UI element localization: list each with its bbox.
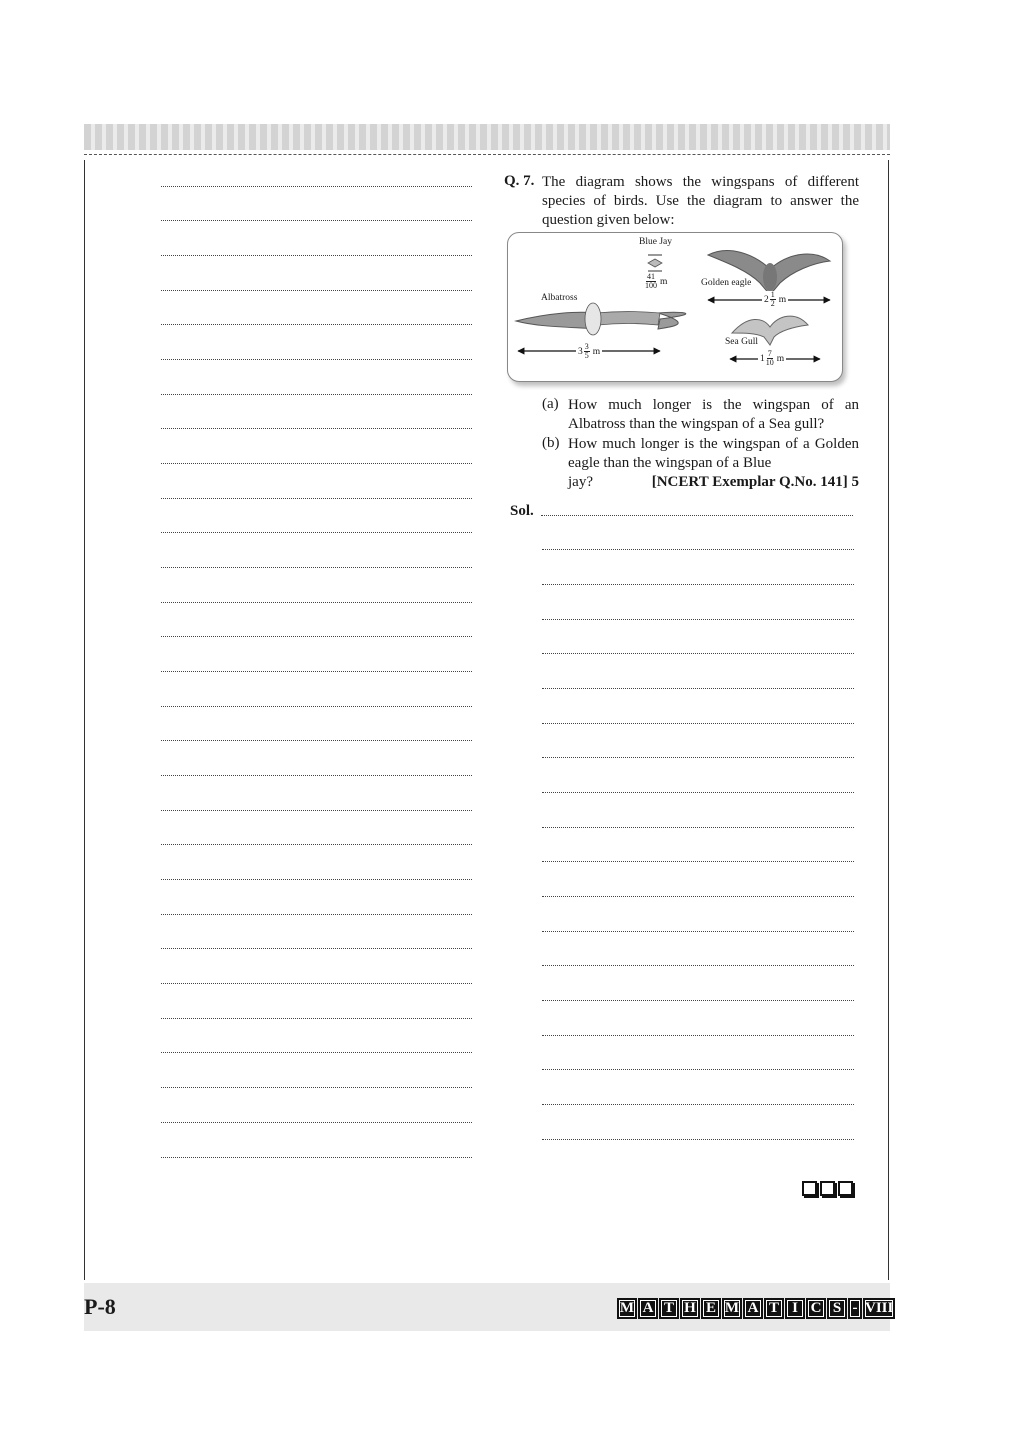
answer-line xyxy=(542,1035,854,1036)
subject-title-letter: A xyxy=(743,1298,763,1319)
albatross-icon xyxy=(516,303,686,335)
fraction-denominator: 5 xyxy=(584,351,589,360)
subquestion-b-label: (b) xyxy=(542,435,560,451)
wingspan-diagram xyxy=(507,232,843,382)
end-box-icon xyxy=(838,1181,853,1196)
answer-line xyxy=(161,983,472,984)
answer-line xyxy=(161,879,472,880)
subject-title-letter: C xyxy=(806,1298,826,1319)
subject-title-letter: M xyxy=(722,1298,742,1319)
answer-line xyxy=(542,549,854,550)
subject-title-letter: S xyxy=(827,1298,847,1319)
answer-line xyxy=(161,1087,472,1088)
answer-line xyxy=(161,1122,472,1123)
end-box-icon xyxy=(820,1181,835,1196)
subquestion-b-last-row xyxy=(568,473,859,492)
whole-number: 3 xyxy=(578,346,583,357)
golden-eagle-label: Golden eagle xyxy=(701,278,752,288)
unit-label: m xyxy=(776,353,785,364)
answer-line xyxy=(542,653,854,654)
answer-line xyxy=(542,757,854,758)
end-box-icon xyxy=(802,1181,817,1196)
page-frame-left-border xyxy=(84,160,85,1280)
fraction-denominator: 10 xyxy=(765,358,774,367)
answer-line xyxy=(542,1069,854,1070)
subquestion-b xyxy=(568,435,859,492)
golden-eagle-measure xyxy=(762,291,788,308)
subquestion-a-label: (a) xyxy=(542,396,559,412)
answer-line xyxy=(161,844,472,845)
fraction-denominator: 100 xyxy=(645,281,657,290)
whole-number: 2 xyxy=(764,294,769,305)
answer-line xyxy=(161,775,472,776)
fraction-numerator: 41 xyxy=(647,272,655,281)
golden-eagle-icon xyxy=(708,251,830,295)
page-frame-right-border xyxy=(888,160,889,1280)
answer-line xyxy=(161,948,472,949)
solution-label: Sol. xyxy=(510,503,534,519)
source-reference: [NCERT Exemplar Q.No. 141] 5 xyxy=(651,474,859,490)
page-number: P-8 xyxy=(84,1294,116,1319)
answer-line xyxy=(161,1018,472,1019)
answer-line xyxy=(161,324,472,325)
question-text: The diagram shows the wingspans of different species of birds. Use the diagram to answer the question given below: xyxy=(542,174,859,228)
answer-line xyxy=(161,394,472,395)
subquestion-b-text-end: jay? xyxy=(568,474,593,490)
subject-title-letter: E xyxy=(701,1298,721,1319)
fraction-numerator: 1 xyxy=(770,290,775,299)
answer-line xyxy=(161,1157,472,1158)
answer-line xyxy=(542,827,854,828)
answer-line xyxy=(161,671,472,672)
end-of-section-mark xyxy=(802,1181,853,1196)
albatross-label: Albatross xyxy=(541,293,578,303)
answer-line xyxy=(161,740,472,741)
answer-line xyxy=(542,931,854,932)
header-dashed-rule xyxy=(84,154,890,155)
answer-line xyxy=(161,567,472,568)
answer-line xyxy=(542,792,854,793)
blue-jay-measure xyxy=(644,273,667,290)
answer-line xyxy=(161,706,472,707)
answer-line xyxy=(161,428,472,429)
sea-gull-label: Sea Gull xyxy=(725,337,758,347)
subquestion-b-text: How much longer is the wingspan of a Golden eagle than the wingspan of a Blue xyxy=(568,436,859,471)
blue-jay-label: Blue Jay xyxy=(639,237,672,247)
fraction-denominator: 2 xyxy=(770,299,775,308)
blue-jay-icon xyxy=(648,255,662,271)
subject-title-letter: I xyxy=(785,1298,805,1319)
answer-line xyxy=(541,515,853,516)
answer-line xyxy=(161,532,472,533)
unit-label: m xyxy=(592,346,601,357)
question-number: Q. 7. xyxy=(504,173,535,189)
subject-title-letter: A xyxy=(638,1298,658,1319)
blue-jay-fraction xyxy=(645,273,657,290)
diagram-graphics xyxy=(508,233,842,381)
answer-line xyxy=(542,965,854,966)
answer-line xyxy=(161,810,472,811)
subject-title xyxy=(617,1298,895,1319)
answer-line xyxy=(161,186,472,187)
answer-line xyxy=(542,1139,854,1140)
subject-title-letter: VIII xyxy=(863,1298,895,1319)
answer-line xyxy=(161,914,472,915)
header-pattern-band xyxy=(84,124,890,150)
answer-line xyxy=(542,896,854,897)
unit-label: m xyxy=(660,276,668,287)
answer-line xyxy=(542,723,854,724)
fraction-numerator: 3 xyxy=(584,342,589,351)
answer-line xyxy=(542,619,854,620)
answer-line xyxy=(161,498,472,499)
answer-line xyxy=(542,688,854,689)
answer-line xyxy=(161,359,472,360)
answer-line xyxy=(542,1104,854,1105)
answer-line xyxy=(161,290,472,291)
answer-line xyxy=(161,255,472,256)
answer-line xyxy=(161,1052,472,1053)
subject-title-letter: H xyxy=(680,1298,700,1319)
golden-eagle-fraction xyxy=(770,291,776,308)
albatross-measure xyxy=(576,343,602,360)
subquestion-a-text: How much longer is the wingspan of an Albatross than the wingspan of a Sea gull? xyxy=(568,397,859,432)
albatross-fraction xyxy=(584,343,590,360)
unit-label: m xyxy=(778,294,787,305)
answer-line xyxy=(161,463,472,464)
answer-line xyxy=(161,602,472,603)
answer-line xyxy=(542,584,854,585)
answer-line xyxy=(542,861,854,862)
whole-number: 1 xyxy=(760,353,765,364)
answer-line xyxy=(542,1000,854,1001)
subject-title-letter: T xyxy=(659,1298,679,1319)
fraction-numerator: 7 xyxy=(767,349,772,358)
sea-gull-fraction xyxy=(766,350,774,367)
answer-line xyxy=(161,636,472,637)
subject-title-letter: T xyxy=(764,1298,784,1319)
subject-title-letter: M xyxy=(617,1298,637,1319)
subject-title-letter: - xyxy=(848,1298,862,1319)
answer-line xyxy=(161,220,472,221)
sea-gull-measure xyxy=(758,350,786,367)
